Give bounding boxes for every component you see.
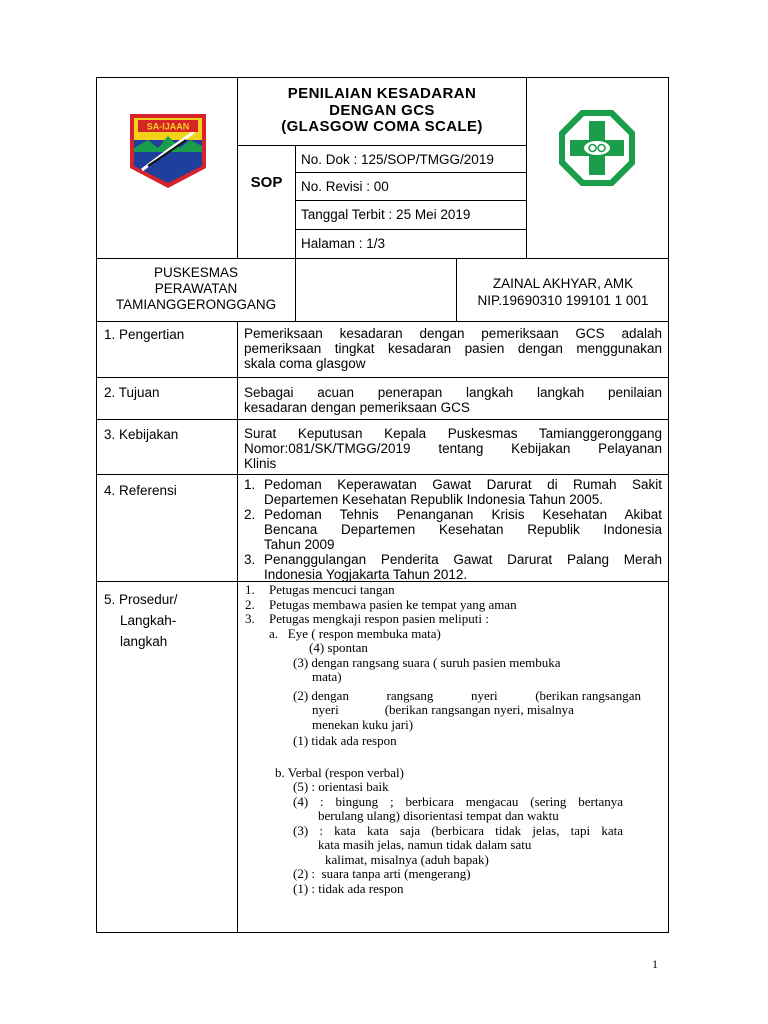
org-line: PERAWATAN (154, 281, 238, 296)
sop-label: SOP (250, 174, 283, 191)
rule (237, 145, 526, 146)
puskesmas-logo-icon (557, 108, 637, 188)
item-number: 2. (244, 507, 256, 522)
text-line: Nomor:081/SK/TMGG/2019 tentang Kebijakan Pelayanan (244, 441, 662, 456)
verbal-line: (2) : suara tanpa arti (mengerang) (293, 866, 471, 881)
text-line: Pedoman Keperawatan Gawat Darurat di Rumah Sakit (264, 477, 662, 492)
step-text: Petugas mengkaji respon pasien meliputi : (269, 611, 489, 626)
text-line: Pedoman Tehnis Penanganan Krisis Kesehatan Akibat (264, 507, 662, 522)
section-content (244, 426, 662, 471)
verbal-line: (1) : tidak ada respon (293, 880, 404, 896)
text-line: Klinis (244, 456, 277, 471)
title-line: (GLASGOW COMA SCALE) (281, 118, 483, 135)
label-line: Langkah- (120, 613, 177, 628)
step-text: Petugas mencuci tangan (269, 582, 395, 597)
rule (237, 321, 238, 933)
label-line: langkah (120, 634, 168, 649)
text-line: pemeriksaan tingkat kesadaran pasien dengan menggunakan (244, 341, 662, 356)
org-line: PUSKESMAS (153, 265, 239, 280)
rule (295, 145, 296, 258)
step-number: 1. (245, 582, 255, 597)
verbal-line: (4) : bingung ; berbicara mengacau (sering bertanya (293, 793, 623, 809)
page-info: Halaman : 1/3 (301, 236, 386, 251)
eye-line: nyeri (berikan rangsangan nyeri, misalnya (312, 702, 574, 717)
section-content (244, 385, 662, 415)
verbal-line: (3) : kata kata saja (berbicara tidak jelas, tapi kata (293, 822, 623, 838)
text-line: Surat Keputusan Kepala Puskesmas Tamianggeronggang (244, 426, 662, 441)
regency-emblem-icon (128, 110, 208, 190)
reference-item (244, 552, 662, 582)
eye-line: (4) spontan (309, 640, 368, 655)
item-number: 3. (244, 552, 256, 567)
rule (96, 474, 669, 475)
org-line: TAMIANGGERONGGANG (115, 297, 277, 312)
section-label (104, 589, 178, 652)
text-line: Pemeriksaan kesadaran dengan pemeriksaan GCS adalah (244, 326, 662, 341)
eye-line: (2) dengan rangsang nyeri (berikan rangsangan (293, 687, 641, 703)
step-number: 3. (245, 611, 255, 626)
document-title (238, 86, 526, 136)
title-line: DENGAN GCS (329, 101, 435, 119)
label-line: 5. Prosedur/ (104, 592, 178, 607)
step (245, 583, 665, 598)
text-line: kesadaran dengan pemeriksaan GCS (244, 400, 470, 415)
org-name (97, 265, 295, 313)
reference-item (244, 507, 662, 552)
eye-line: menekan kuku jari) (312, 716, 414, 732)
text-line: Tahun 2009 (264, 537, 335, 552)
rule (295, 200, 526, 201)
eye-line: (3) dengan rangsang suara ( suruh pasien membuka (293, 654, 561, 670)
rule (96, 419, 669, 420)
rule (295, 229, 526, 230)
doc-number: No. Dok : 125/SOP/TMGG/2019 (301, 152, 494, 167)
step-text: Petugas membawa pasien ke tempat yang aman (269, 596, 517, 612)
emblem-motto: SA-IJAAN (146, 121, 190, 132)
verbal-line: berulang ulang) disorientasi tempat dan waktu (318, 808, 559, 823)
signer-block (457, 275, 669, 309)
signer-nip: NIP.19690310 199101 1 001 (477, 293, 649, 308)
rule (96, 258, 669, 259)
signer-name: ZAINAL AKHYAR, AMK (492, 276, 634, 291)
verbal-line: kata masih jelas, namun tidak dalam satu (318, 837, 532, 852)
revision-number: No. Revisi : 00 (301, 179, 389, 194)
section-label: 4. Referensi (104, 483, 177, 498)
title-line: PENILAIAN KESADARAN (287, 85, 477, 102)
step (245, 612, 665, 627)
section-label: 3. Kebijakan (104, 427, 179, 442)
text-line: skala coma glasgow (244, 356, 366, 371)
step (245, 598, 665, 613)
reference-item (244, 477, 662, 507)
rule (526, 77, 527, 258)
item-number: 1. (244, 477, 256, 492)
rule (295, 172, 526, 173)
rule (96, 321, 669, 322)
procedure-steps (245, 583, 665, 896)
rule (96, 377, 669, 378)
step-number: 2. (245, 596, 255, 612)
verbal-line: kalimat, misalnya (aduh bapak) (325, 851, 489, 867)
section-label: 2. Tujuan (104, 385, 160, 400)
verbal-heading: b. Verbal (respon verbal) (275, 764, 404, 780)
rule (295, 258, 296, 321)
section-label: 1. Pengertian (104, 327, 185, 342)
text-line: Sebagai acuan penerapan langkah langkah penilaian (244, 385, 662, 400)
page-number: 1 (652, 957, 658, 971)
eye-line: mata) (312, 669, 342, 684)
section-content (244, 326, 662, 371)
reference-list (244, 477, 662, 582)
eye-heading: a. Eye ( respon membuka mata) (269, 625, 441, 641)
text-line: Penanggulangan Penderita Gawat Darurat Palang Merah (264, 552, 662, 567)
text-line: Indonesia Yogjakarta Tahun 2012. (264, 567, 468, 582)
eye-line: (1) tidak ada respon (293, 733, 397, 748)
text-line: Bencana Departemen Kesehatan Republik Indonesia (264, 522, 662, 537)
verbal-line: (5) : orientasi baik (293, 779, 389, 794)
text-line: Departemen Kesehatan Republik Indonesia Tahun 2005. (264, 492, 603, 507)
issue-date: Tanggal Terbit : 25 Mei 2019 (301, 207, 471, 222)
